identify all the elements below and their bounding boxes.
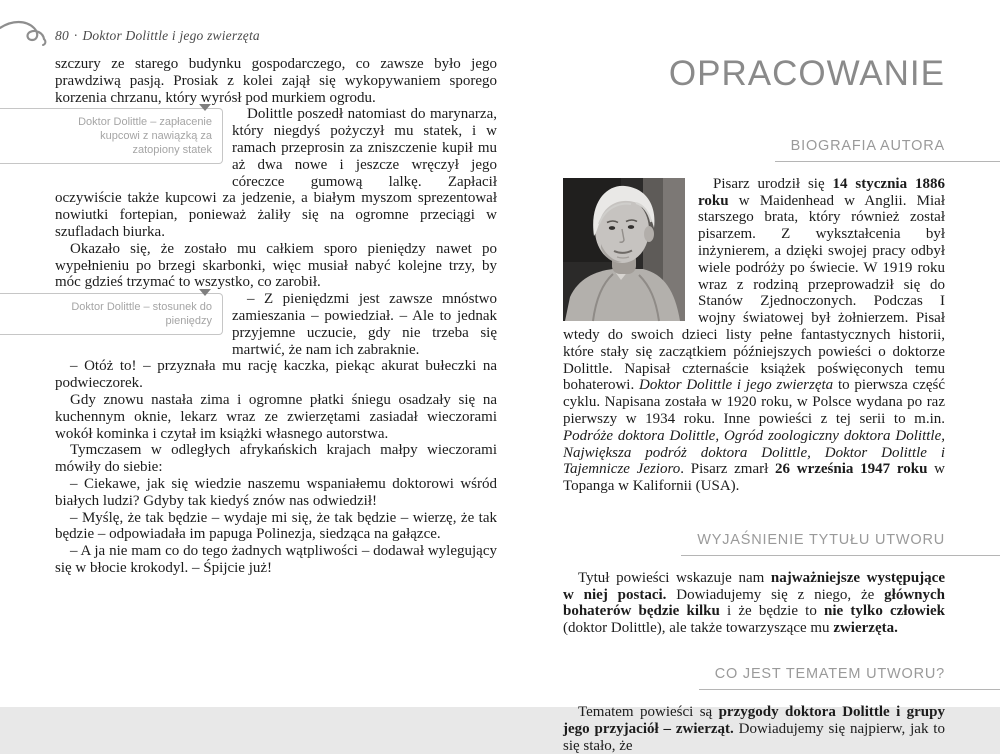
story-paragraph bbox=[55, 106, 497, 240]
paragraph-text: – Myślę, że tak będzie – wydaje mi się, że tak będzie – wierzę, że tak będzie – odpowiadała im papuga Polinezja, siedząca na gałązce. bbox=[55, 509, 497, 543]
paragraph-text: Tymczasem w odległych afrykańskich krajach małpy wieczorami mówiły do siebie: bbox=[55, 442, 497, 476]
section-heading-wrap bbox=[563, 665, 1000, 690]
note-marker-icon bbox=[199, 104, 211, 111]
story-paragraph bbox=[55, 241, 497, 291]
right-page bbox=[563, 0, 946, 754]
paragraph-text: Dolittle poszedł natomiast do marynarza, który niegdyś pożyczył mu statek, i w ramach przeprosin za zniszczenie kupił mu aż dwa nowe i jeszcze wręczył jego córeczce gumową lalkę. Zapłacił oczywiście także kupcowi za jedzenie, a białym myszom sprezentował nowiutki fortepian, ponieważ żaliły się na ogromne przeciągi w szufladach biurka. bbox=[55, 106, 497, 240]
story-text-column bbox=[55, 56, 497, 577]
story-paragraph bbox=[55, 392, 497, 442]
section-heading-wrap bbox=[563, 137, 1000, 162]
story-paragraph bbox=[55, 442, 497, 476]
paragraph-text: – A ja nie mam co do tego żadnych wątpliwości – dodawał wylegujący się w błocie krokodyl. – Śpijcie już! bbox=[55, 543, 497, 576]
paragraph-text: szczury ze starego budynku gospodarczego, co zawsze było jego prawdziwą pasją. Prosiak z kolei zajął się wykopywaniem sporego korzenia chrzanu, który wyrósł pod murkiem ogrodu. bbox=[55, 56, 497, 106]
section-heading-biografia-autora: BIOGRAFIA AUTORA bbox=[775, 138, 1000, 162]
section-heading-wyjasnienie-tytulu: WYJAŚNIENIE TYTUŁU UTWORU bbox=[681, 532, 1000, 556]
margin-note bbox=[0, 108, 223, 164]
title-explanation-paragraph bbox=[563, 570, 945, 637]
paragraph-text: – Otóż to! – przyznała mu rację kaczka, piekąc akurat bułeczki na podwieczorek. bbox=[55, 358, 497, 392]
paragraph-text: – Ciekawe, jak się wiedzie naszemu wspaniałemu doktorowi wśród białych ludzi? Gdyby tak kiedyś znów nas odwiedził! bbox=[55, 475, 497, 509]
story-paragraph bbox=[55, 291, 497, 358]
page-title: OPRACOWANIE bbox=[668, 54, 945, 93]
paragraph-text: – Z pieniędzmi jest zawsze mnóstwo zamieszania – powiedział. – Ale to jednak przyjemne uczucie, gdy nie trzeba się martwić, że nam ich zabraknie. bbox=[232, 291, 497, 358]
paragraph-text: Gdy znowu nastała zima i ogromne płatki śniegu osadzały się na kuchennym oknie, lekarz wraz ze zwierzętami zasiadał wieczorami wokół kominka i czytał im książki własnego autorstwa. bbox=[55, 391, 497, 442]
paragraph-text: Okazało się, że zostało mu całkiem sporo pieniędzy nawet po wypełnieniu po brzegi skarbonki, więc musiał nabyć kolejne trzy, by móc gdzieś trzymać to wszystko, co zarobił. bbox=[55, 240, 497, 291]
title-explanation-text: Tytuł powieści wskazuje nam najważniejsze występujące w niej postaci. Dowiadujemy się z niego, że głównych bohaterów będzie kilku i że będzie to nie tylko człowiek (doktor Dolittle), ale także towarzyszące mu zwierzęta. bbox=[563, 569, 946, 637]
story-paragraph bbox=[55, 510, 497, 544]
running-head-separator: · bbox=[73, 28, 78, 43]
story-paragraph bbox=[55, 56, 497, 106]
biography-paragraph bbox=[563, 176, 945, 495]
margin-note-text: Doktor Dolittle – stosunek do pieniędzy bbox=[71, 301, 212, 328]
story-paragraph bbox=[55, 543, 497, 577]
running-head bbox=[55, 28, 260, 44]
flourish-icon bbox=[0, 18, 52, 48]
section-heading-temat-utworu: CO JEST TEMATEM UTWORU? bbox=[699, 666, 1000, 690]
running-head-book-title: Doktor Dolittle i jego zwierzęta bbox=[82, 28, 260, 43]
story-paragraph bbox=[55, 358, 497, 392]
left-page bbox=[0, 0, 500, 707]
margin-note-text: Doktor Dolittle – zapłacenie kupcowi z nawiązką za zatopiony statek bbox=[78, 116, 212, 157]
theme-text: Tematem powieści są przygody doktora Dolittle i grupy jego przyjaciół – zwierząt. Dowiadujemy się najpierw, jak to się stało, że bbox=[563, 704, 945, 754]
note-marker-icon bbox=[199, 289, 211, 296]
theme-paragraph bbox=[563, 704, 945, 754]
biography-text: Pisarz urodził się 14 stycznia 1886 roku w Maidenhead w Anglii. Miał starszego brata, który również został pisarzem. Z wykształcenia był inżynierem, a dzięki swojej pracy odbył wiele podróży po świecie. W 1919 roku wraz z rodziną przeprowadził się do Stanów Zjednoczonych. Podczas I wojny światowej był żołnierzem. Pisał wtedy do swoich dzieci listy pełne fantastycznych historii, które stały się zaczątkiem późniejszych powieści o doktorze Dolittle. Napisał czternaście książek poświęconych temu bohaterowi. Doktor Dolittle i jego zwierzęta to pierwsza część cyklu. Napisana została w 1920 roku, w Polsce wydana po raz pierwszy w 1934 roku. Inne powieści z tej serii to m.in. Podróże doktora Dolittle, Ogród zoologiczny doktora Dolittle, Największa podróż doktora Dolittle, Doktor Dolittle i Tajemnicze Jezioro. Pisarz zmarł 26 września 1947 roku w Topanga w Kalifornii (USA). bbox=[563, 175, 946, 495]
margin-note bbox=[0, 293, 223, 335]
section-heading-wrap bbox=[563, 531, 1000, 556]
author-photo bbox=[563, 178, 685, 321]
story-paragraph bbox=[55, 476, 497, 510]
running-head-page-number: 80 bbox=[55, 28, 69, 43]
